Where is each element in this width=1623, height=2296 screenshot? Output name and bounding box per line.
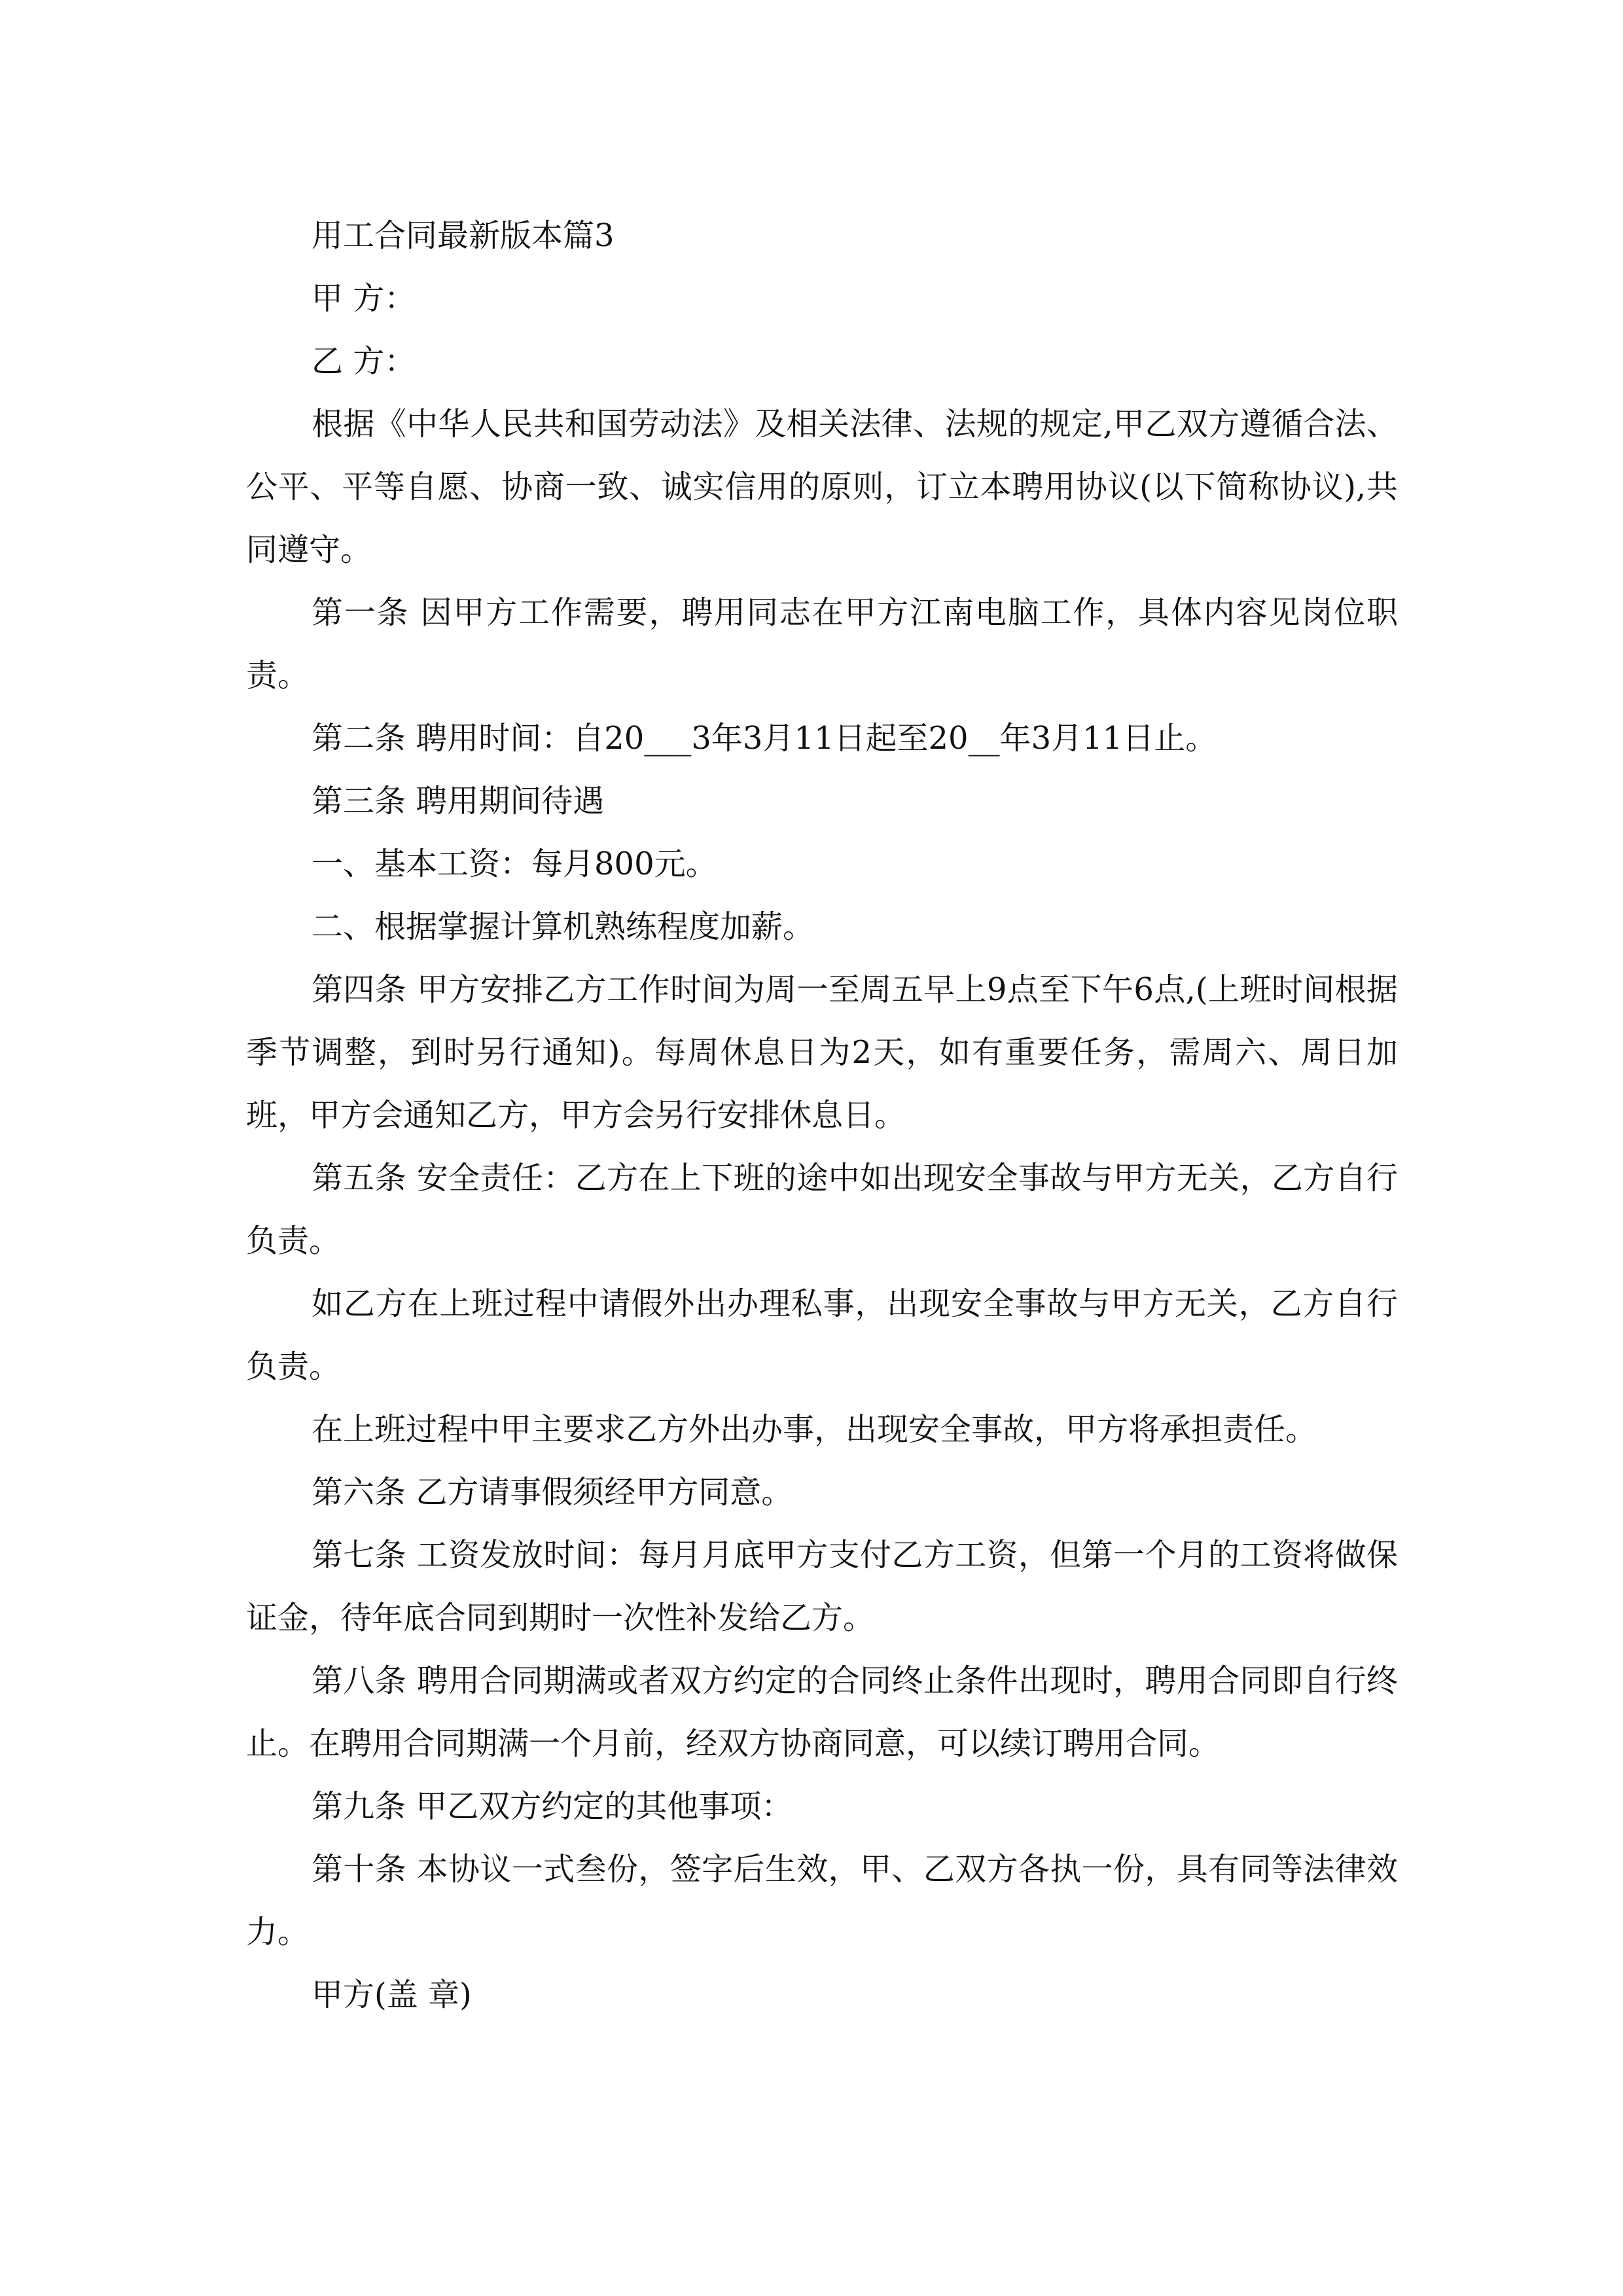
article-5-clause-3: 在上班过程中甲主要求乙方外出办事，出现安全事故，甲方将承担责任。 bbox=[312, 1411, 1317, 1448]
article-9: 第九条 甲乙双方约定的其他事项： bbox=[312, 1788, 793, 1825]
article-3-item-1: 一、基本工资：每月800元。 bbox=[312, 846, 717, 882]
party-a-seal-line: 甲方(盖 章) bbox=[312, 1977, 472, 2013]
article-2: 第二条 聘用时间：自20___3年3月11日起至20__年3月11日止。 bbox=[312, 720, 1217, 757]
article-6: 第六条 乙方请事假须经甲方同意。 bbox=[312, 1474, 793, 1511]
article-4: 第四条 甲方安排乙方工作时间为周一至周五早上9点至下午6点,(上班时间根据季节调整，到时另行通知)。每周休息日为2天，如有重要任务，需周六、周日加班，甲方会通知乙方，甲方会另行安排休息日。 bbox=[246, 971, 1398, 1134]
article-8: 第八条 聘用合同期满或者双方约定的合同终止条件出现时，聘用合同即自行终止。在聘用合同期满一个月前，经双方协商同意，可以续订聘用合同。 bbox=[246, 1662, 1398, 1762]
party-b-line: 乙 方： bbox=[312, 343, 416, 380]
article-5: 第五条 安全责任：乙方在上下班的途中如出现安全事故与甲方无关，乙方自行负责。 bbox=[246, 1160, 1398, 1259]
preamble-paragraph: 根据《中华人民共和国劳动法》及相关法律、法规的规定,甲乙双方遵循合法、公平、平等自愿、协商一致、诚实信用的原则，订立本聘用协议(以下简称协议),共同遵守。 bbox=[246, 406, 1398, 568]
article-1: 第一条 因甲方工作需要，聘用同志在甲方江南电脑工作，具体内容见岗位职责。 bbox=[246, 594, 1398, 694]
article-3-item-2: 二、根据掌握计算机熟练程度加薪。 bbox=[312, 908, 815, 945]
article-5-clause-2: 如乙方在上班过程中请假外出办理私事，出现安全事故与甲方无关，乙方自行负责。 bbox=[246, 1285, 1398, 1385]
article-3: 第三条 聘用期间待遇 bbox=[312, 783, 605, 819]
document-title: 用工合同最新版本篇3 bbox=[312, 217, 615, 254]
article-7: 第七条 工资发放时间：每月月底甲方支付乙方工资，但第一个月的工资将做保证金，待年底合同到期时一次性补发给乙方。 bbox=[246, 1537, 1398, 1636]
article-10: 第十条 本协议一式叁份，签字后生效，甲、乙双方各执一份，具有同等法律效力。 bbox=[246, 1851, 1398, 1950]
document-body bbox=[246, 204, 1398, 2026]
party-a-line: 甲 方： bbox=[312, 280, 416, 317]
